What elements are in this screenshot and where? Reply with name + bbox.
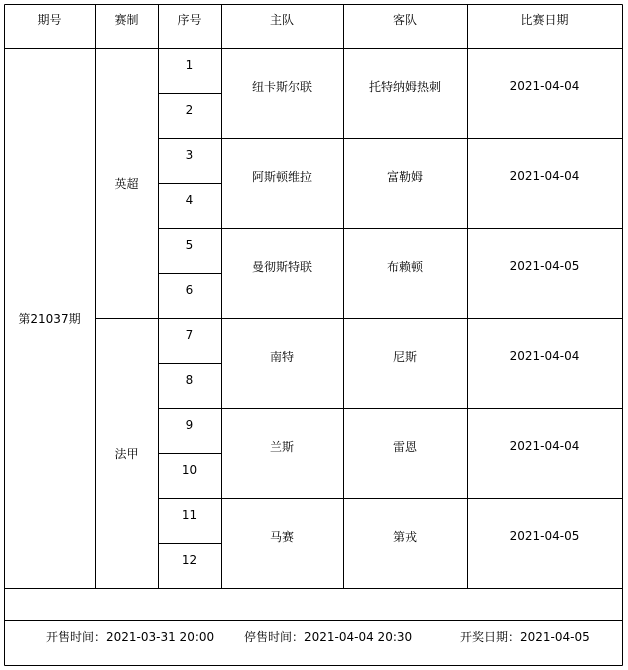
league-premier-league: 英超 xyxy=(114,176,139,191)
match-number: 4 xyxy=(185,193,194,207)
match-number: 5 xyxy=(185,238,194,252)
match-number: 7 xyxy=(185,328,194,342)
match-number: 2 xyxy=(185,103,194,117)
header-issue: 期号 xyxy=(37,12,62,27)
away-team: 第戎 xyxy=(392,529,417,544)
match-date: 2021-04-04 xyxy=(509,439,580,453)
away-team: 托特纳姆热刺 xyxy=(368,79,441,94)
header-league: 赛制 xyxy=(114,12,139,27)
match-number: 6 xyxy=(185,283,194,297)
header-number: 序号 xyxy=(177,12,202,27)
match-number: 10 xyxy=(181,463,198,477)
league-ligue-1: 法甲 xyxy=(114,446,139,461)
header-away-team: 客队 xyxy=(392,12,417,27)
away-team: 布赖顿 xyxy=(386,259,423,274)
home-team: 南特 xyxy=(269,349,294,364)
home-team: 马赛 xyxy=(269,529,294,544)
away-team: 尼斯 xyxy=(392,349,417,364)
match-number: 12 xyxy=(181,553,198,567)
match-number: 8 xyxy=(185,373,194,387)
away-team: 雷恩 xyxy=(392,439,417,454)
match-date: 2021-04-04 xyxy=(509,79,580,93)
home-team: 兰斯 xyxy=(269,439,294,454)
issue-number: 第21037期 xyxy=(18,311,81,326)
sale-stop-time: 停售时间：2021-04-04 20:30 xyxy=(244,630,413,644)
match-number: 11 xyxy=(181,508,198,522)
header-match-date: 比赛日期 xyxy=(520,12,569,27)
away-team: 富勒姆 xyxy=(386,169,423,184)
match-date: 2021-04-04 xyxy=(509,349,580,363)
home-team: 曼彻斯特联 xyxy=(251,259,312,274)
match-date: 2021-04-05 xyxy=(509,529,580,543)
match-number: 9 xyxy=(185,418,194,432)
match-number: 3 xyxy=(185,148,194,162)
home-team: 纽卡斯尔联 xyxy=(251,79,312,94)
draw-date: 开奖日期：2021-04-05 xyxy=(460,630,590,644)
home-team: 阿斯顿维拉 xyxy=(251,169,312,184)
match-number: 1 xyxy=(185,58,194,72)
match-date: 2021-04-05 xyxy=(509,259,580,273)
sale-start-time: 开售时间：2021-03-31 20:00 xyxy=(46,630,215,644)
header-home-team: 主队 xyxy=(269,12,294,27)
match-date: 2021-04-04 xyxy=(509,169,580,183)
